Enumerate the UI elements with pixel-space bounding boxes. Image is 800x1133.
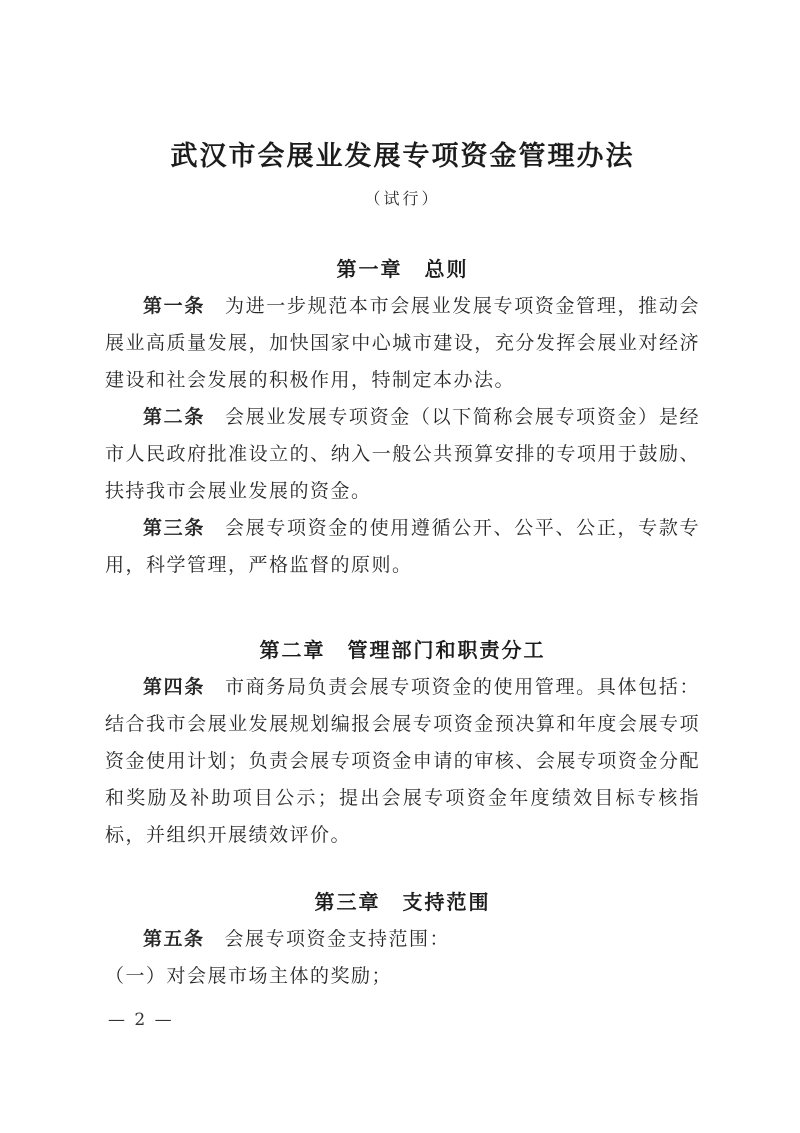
chapter-2-heading: 第二章 管理部门和职责分工	[259, 638, 546, 662]
article-5-label: 第五条	[143, 928, 205, 950]
article-5-paragraph	[105, 921, 700, 958]
article-4-text: 市商务局负责会展专项资金的使用管理。具体包括：结合我市会展业发展规划编报会展专项资金预决算和年度会展专项资金使用计划；负责会展专项资金申请的审核、会展专项资金分配和奖励及补助项目公示；提出会展专项资金年度绩效目标专核指标，并组织开展绩效评价。	[105, 676, 700, 846]
chapter-3-heading: 第三章 支持范围	[314, 890, 491, 914]
page-number: — 2 —	[108, 1010, 174, 1030]
article-2-label: 第二条	[143, 406, 205, 428]
article-3-label: 第三条	[143, 517, 205, 539]
article-5-clause-1: （一）对会展市场主体的奖励；	[105, 965, 393, 987]
article-1-paragraph	[105, 288, 700, 399]
article-1-text: 为进一步规范本市会展业发展专项资金管理，推动会展业高质量发展，加快国家中心城市建设，充分发挥会展业对经济建设和社会发展的积极作用，特制定本办法。	[105, 295, 700, 391]
article-1-label: 第一条	[143, 295, 205, 317]
article-4-paragraph	[105, 669, 700, 854]
article-2-paragraph	[105, 399, 700, 510]
document-subtitle: （试行）	[364, 189, 441, 208]
article-4-label: 第四条	[143, 676, 205, 698]
article-3-paragraph	[105, 510, 700, 584]
article-3-text: 会展专项资金的使用遵循公开、公平、公正，专款专用，科学管理，严格监督的原则。	[105, 517, 700, 576]
article-5-text: 会展专项资金支持范围：	[224, 928, 451, 950]
article-2-text: 会展业发展专项资金（以下简称会展专项资金）是经市人民政府批准设立的、纳入一般公共预算安排的专项用于鼓励、扶持我市会展业发展的资金。	[105, 406, 700, 502]
chapter-1-heading: 第一章 总则	[336, 257, 469, 281]
document-title: 武汉市会展业发展专项资金管理办法	[170, 141, 635, 172]
